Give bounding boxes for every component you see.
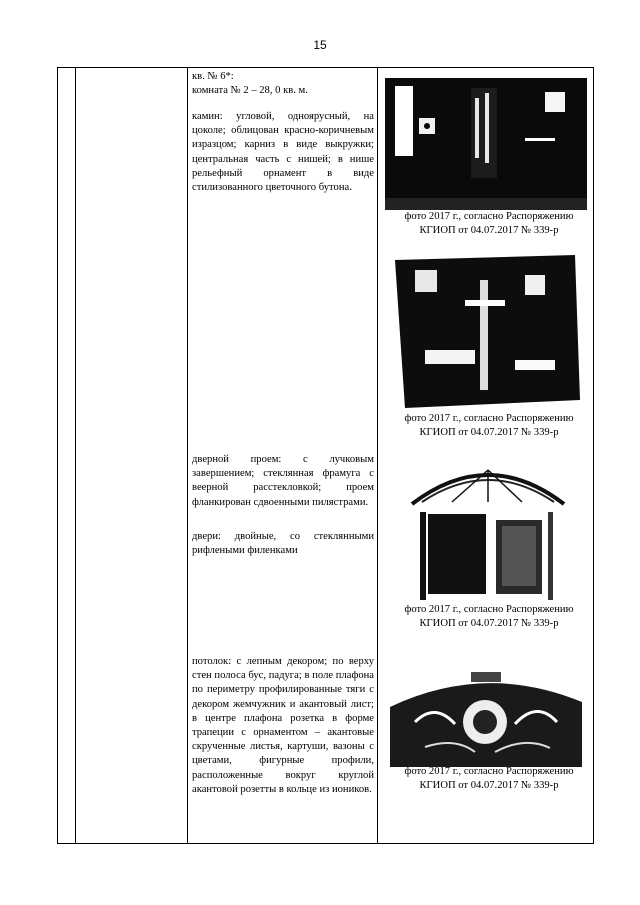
page-number: 15 — [313, 38, 327, 52]
ceiling-description: потолок: с лепным декором; по верху стен полоса бус, падуга; в поле плафона по периметру профилированные тяги с декором жемчужник и акантовый лист; в центре плафона розетка в форме трапеции с орнаментом – акантовые скрученные листья, картуши, вазоны с цветами, фигурные профили, расположенные вокруг круглой акантовой розетты в кольце из иоников. — [192, 656, 374, 795]
caption-line: фото 2017 г., согласно Распоряжению — [404, 766, 574, 777]
doorway-description: дверной проем: с лучковым завершением; стеклянная фрамуга с веерной расстекловкой; проем фланкирован сдвоенными пилястрами. — [192, 454, 374, 508]
caption-line: фото 2017 г., согласно Распоряжению — [404, 604, 574, 615]
table-border-col1 — [75, 67, 76, 844]
table-border-right — [593, 67, 594, 844]
table-border-col3 — [377, 67, 378, 844]
caption-line: КГИОП от 04.07.2017 № 339-р — [419, 780, 559, 791]
photo-caption-1 — [384, 210, 594, 238]
table-border-col2 — [187, 67, 188, 844]
caption-line: КГИОП от 04.07.2017 № 339-р — [419, 618, 559, 629]
doors-description: двери: двойные, со стеклянными рифлеными филенками — [192, 531, 374, 557]
fireplace-photo — [385, 78, 587, 210]
apartment-header — [192, 70, 374, 98]
apartment-title: кв. № 6*: — [192, 71, 234, 82]
caption-line: фото 2017 г., согласно Распоряжению — [404, 413, 574, 424]
photo-caption-2 — [384, 412, 594, 440]
caption-line: КГИОП от 04.07.2017 № 339-р — [419, 225, 559, 236]
table-bottom-border — [57, 843, 594, 844]
caption-line: фото 2017 г., согласно Распоряжению — [404, 211, 574, 222]
room-info: комната № 2 – 28, 0 кв. м. — [192, 85, 308, 97]
caption-line: КГИОП от 04.07.2017 № 339-р — [419, 427, 559, 438]
table-border-left — [57, 67, 58, 844]
photo-caption-4 — [384, 765, 594, 793]
ceiling-photo — [385, 652, 587, 767]
fireplace-detail-photo — [385, 250, 587, 410]
fireplace-description: камин: угловой, одноярусный, на цоколе; облицован красно-коричневым изразцом; карниз в виде выкружки; центральная часть с нишей; в нише рельефный орнамент в виде стилизованного цветочного бутона. — [192, 111, 374, 194]
photo-caption-3 — [384, 603, 594, 631]
doorway-photo — [392, 452, 584, 602]
table-top-border — [57, 67, 594, 68]
